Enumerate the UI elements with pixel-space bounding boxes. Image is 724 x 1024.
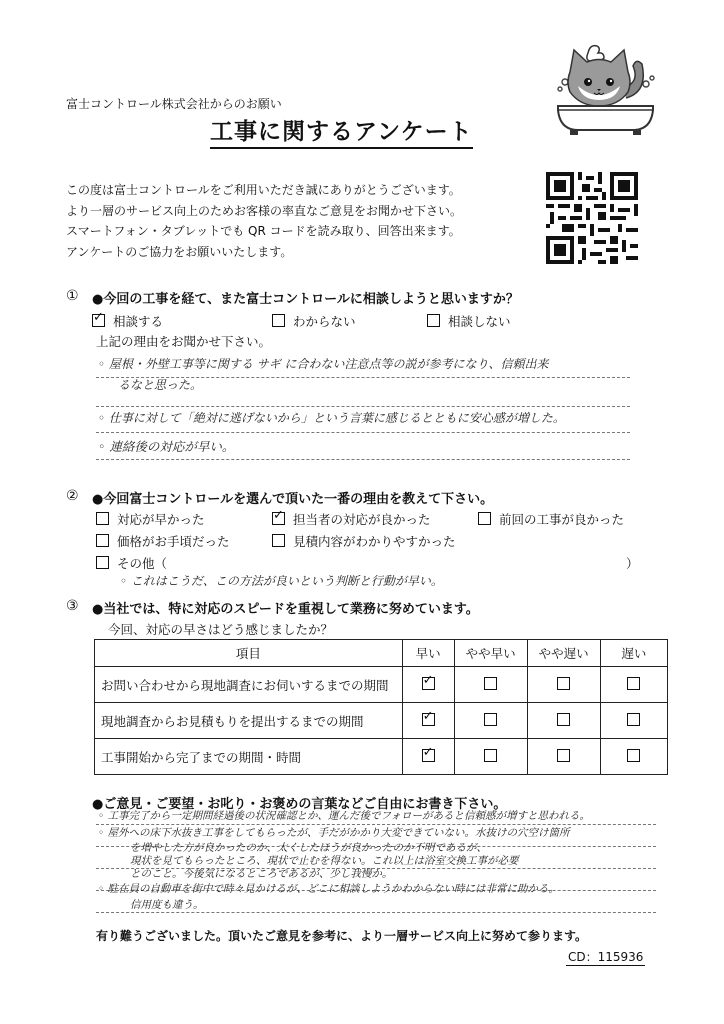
q1-answer-line: るなと思った。 xyxy=(118,378,203,392)
q1-option-unknown[interactable]: わからない xyxy=(272,312,356,330)
q2-number: ② xyxy=(66,488,79,504)
q1-reason-prompt: 上記の理由をお聞かせ下さい。 xyxy=(96,334,272,349)
q2-question: ●今回富士コントロールを選んで頂いた一番の理由を教えて下さい。 xyxy=(92,492,494,507)
checkbox-icon[interactable] xyxy=(627,677,640,690)
row-item: お問い合わせから現地調査にお伺いするまでの期間 xyxy=(95,667,403,703)
rating-cell[interactable] xyxy=(527,667,600,703)
q1-answer-line: ◦ 仕事に対して「絶対に逃げないから」という言葉に感じるとともに安心感が増した。 xyxy=(98,411,565,425)
q2-option-previous[interactable]: 前回の工事が良かった xyxy=(478,510,624,528)
q1-question: ●今回の工事を経て、また富士コントロールに相談しようと思いますか？ xyxy=(92,292,519,307)
column-header-fast: 早い xyxy=(402,640,454,667)
rating-cell[interactable] xyxy=(600,667,667,703)
intro-text xyxy=(66,180,462,262)
rating-cell[interactable] xyxy=(402,739,454,775)
intro-line: アンケートのご協力をお願いいたします。 xyxy=(66,244,293,259)
comment-line: ◦ 駐在員の自動車を街中で時々見かけるが、どこに相談しようかわからない時には非常に助かる。 xyxy=(98,883,560,895)
checkbox-checked-icon[interactable] xyxy=(422,677,435,690)
rating-cell[interactable] xyxy=(402,703,454,739)
column-header-somewhat-fast: やや早い xyxy=(454,640,527,667)
customer-code: CD：115936 xyxy=(568,950,644,964)
qr-code[interactable] xyxy=(546,172,638,264)
checkbox-icon[interactable] xyxy=(484,749,497,762)
checkbox-icon[interactable] xyxy=(272,314,285,327)
rating-cell[interactable] xyxy=(527,739,600,775)
q2-option-staff[interactable]: ✓ 担当者の対応が良かった xyxy=(272,510,431,528)
rating-cell[interactable] xyxy=(600,739,667,775)
speed-rating-table xyxy=(94,639,668,775)
column-header-somewhat-slow: やや遅い xyxy=(527,640,600,667)
q3-question: 今回、対応の早さはどう感じましたか？ xyxy=(108,622,334,637)
q2-other-answer: ◦ これはこうだ、この方法が良いという判断と行動が早い。 xyxy=(120,574,443,588)
q1-answer-line: ◦ 屋根・外壁工事等に関する サギ に合わない注意点等の説が参考になり、信頼出来 xyxy=(98,357,549,371)
checkbox-icon[interactable] xyxy=(272,534,285,547)
table-header-row xyxy=(95,640,668,667)
page-title: 工事に関するアンケート xyxy=(210,113,473,149)
checkbox-icon[interactable] xyxy=(484,713,497,726)
table-row xyxy=(95,667,668,703)
checkbox-checked-icon[interactable] xyxy=(272,512,285,525)
checkbox-icon[interactable] xyxy=(627,713,640,726)
rating-cell[interactable] xyxy=(402,667,454,703)
comments-heading: ●ご意見・ご要望・お叱り・お褒めの言葉などご自由にお書き下さい。 xyxy=(92,797,507,812)
comment-line: とのこと。今後気になるところであるが、少し我慢か。 xyxy=(130,868,393,880)
column-header-slow: 遅い xyxy=(600,640,667,667)
checkbox-checked-icon[interactable] xyxy=(422,749,435,762)
rating-cell[interactable] xyxy=(527,703,600,739)
q2-option-price[interactable]: 価格がお手頃だった xyxy=(96,532,230,550)
comment-line: 信用度も違う。 xyxy=(130,899,204,911)
checkbox-icon[interactable] xyxy=(484,677,497,690)
q2-option-other[interactable]: その他（ xyxy=(96,554,167,572)
rating-cell[interactable] xyxy=(454,667,527,703)
rating-cell[interactable] xyxy=(600,703,667,739)
q1-number: ① xyxy=(66,288,79,304)
table-row xyxy=(95,739,668,775)
checkbox-icon[interactable] xyxy=(96,534,109,547)
row-item: 工事開始から完了までの期間・時間 xyxy=(95,739,403,775)
checkbox-icon[interactable] xyxy=(478,512,491,525)
rating-cell[interactable] xyxy=(454,739,527,775)
q2-option-fast[interactable]: 対応が早かった xyxy=(96,510,205,528)
q3-statement: ●当社では、特に対応のスピードを重視して業務に努めています。 xyxy=(92,602,479,617)
checkbox-icon[interactable] xyxy=(557,749,570,762)
checkbox-checked-icon[interactable] xyxy=(422,713,435,726)
column-header-item: 項目 xyxy=(95,640,403,667)
intro-line: より一層のサービス向上のためお客様の率直なご意見をお聞かせ下さい。 xyxy=(66,203,463,218)
checkbox-checked-icon[interactable] xyxy=(92,314,105,327)
table-row xyxy=(95,703,668,739)
checkbox-icon[interactable] xyxy=(557,713,570,726)
rating-cell[interactable] xyxy=(454,703,527,739)
q2-other-close: ） xyxy=(626,556,639,571)
q1-option-consult[interactable]: ✓相談する xyxy=(92,312,163,330)
q2-option-estimate[interactable]: 見積内容がわかりやすかった xyxy=(272,532,456,550)
comment-line: ◦ 工事完了から一定期間経過後の状況確認とか、運んだ後でフォローがあると信頼感が増すと思われる。 xyxy=(98,810,591,822)
row-item: 現地調査からお見積もりを提出するまでの期間 xyxy=(95,703,403,739)
checkbox-icon[interactable] xyxy=(96,556,109,569)
comment-line: 現状を見てもらったところ、現状で止むを得ない。これ以上は浴室交換工事が必要 xyxy=(130,855,519,867)
intro-line: スマートフォン・タブレットでも QR コードを読み取り、回答出来ます。 xyxy=(66,224,461,238)
company-request: 富士コントロール株式会社からのお願い xyxy=(66,97,282,111)
cat-bathtub-mascot xyxy=(548,36,663,136)
comment-line: を増やした方が良かったのか、太くしたほうが良かったのか不明であるが、 xyxy=(130,842,487,854)
checkbox-icon[interactable] xyxy=(627,749,640,762)
checkbox-icon[interactable] xyxy=(427,314,440,327)
checkbox-icon[interactable] xyxy=(557,677,570,690)
intro-line: この度は富士コントロールをご利用いただき誠にありがとうございます。 xyxy=(66,183,461,197)
q1-answer-line: ◦ 連絡後の対応が早い。 xyxy=(98,439,235,454)
q3-number: ③ xyxy=(66,598,79,614)
thanks-message: 有り難うございました。頂いたご意見を参考に、より一層サービス向上に努めて参ります。 xyxy=(96,929,588,943)
q1-option-no-consult[interactable]: 相談しない xyxy=(427,312,511,330)
comment-line: ◦ 屋外への床下水抜き工事をしてもらったが、手だがかかり大変できていない。水抜けの穴空け箇所 xyxy=(98,827,570,839)
checkbox-icon[interactable] xyxy=(96,512,109,525)
